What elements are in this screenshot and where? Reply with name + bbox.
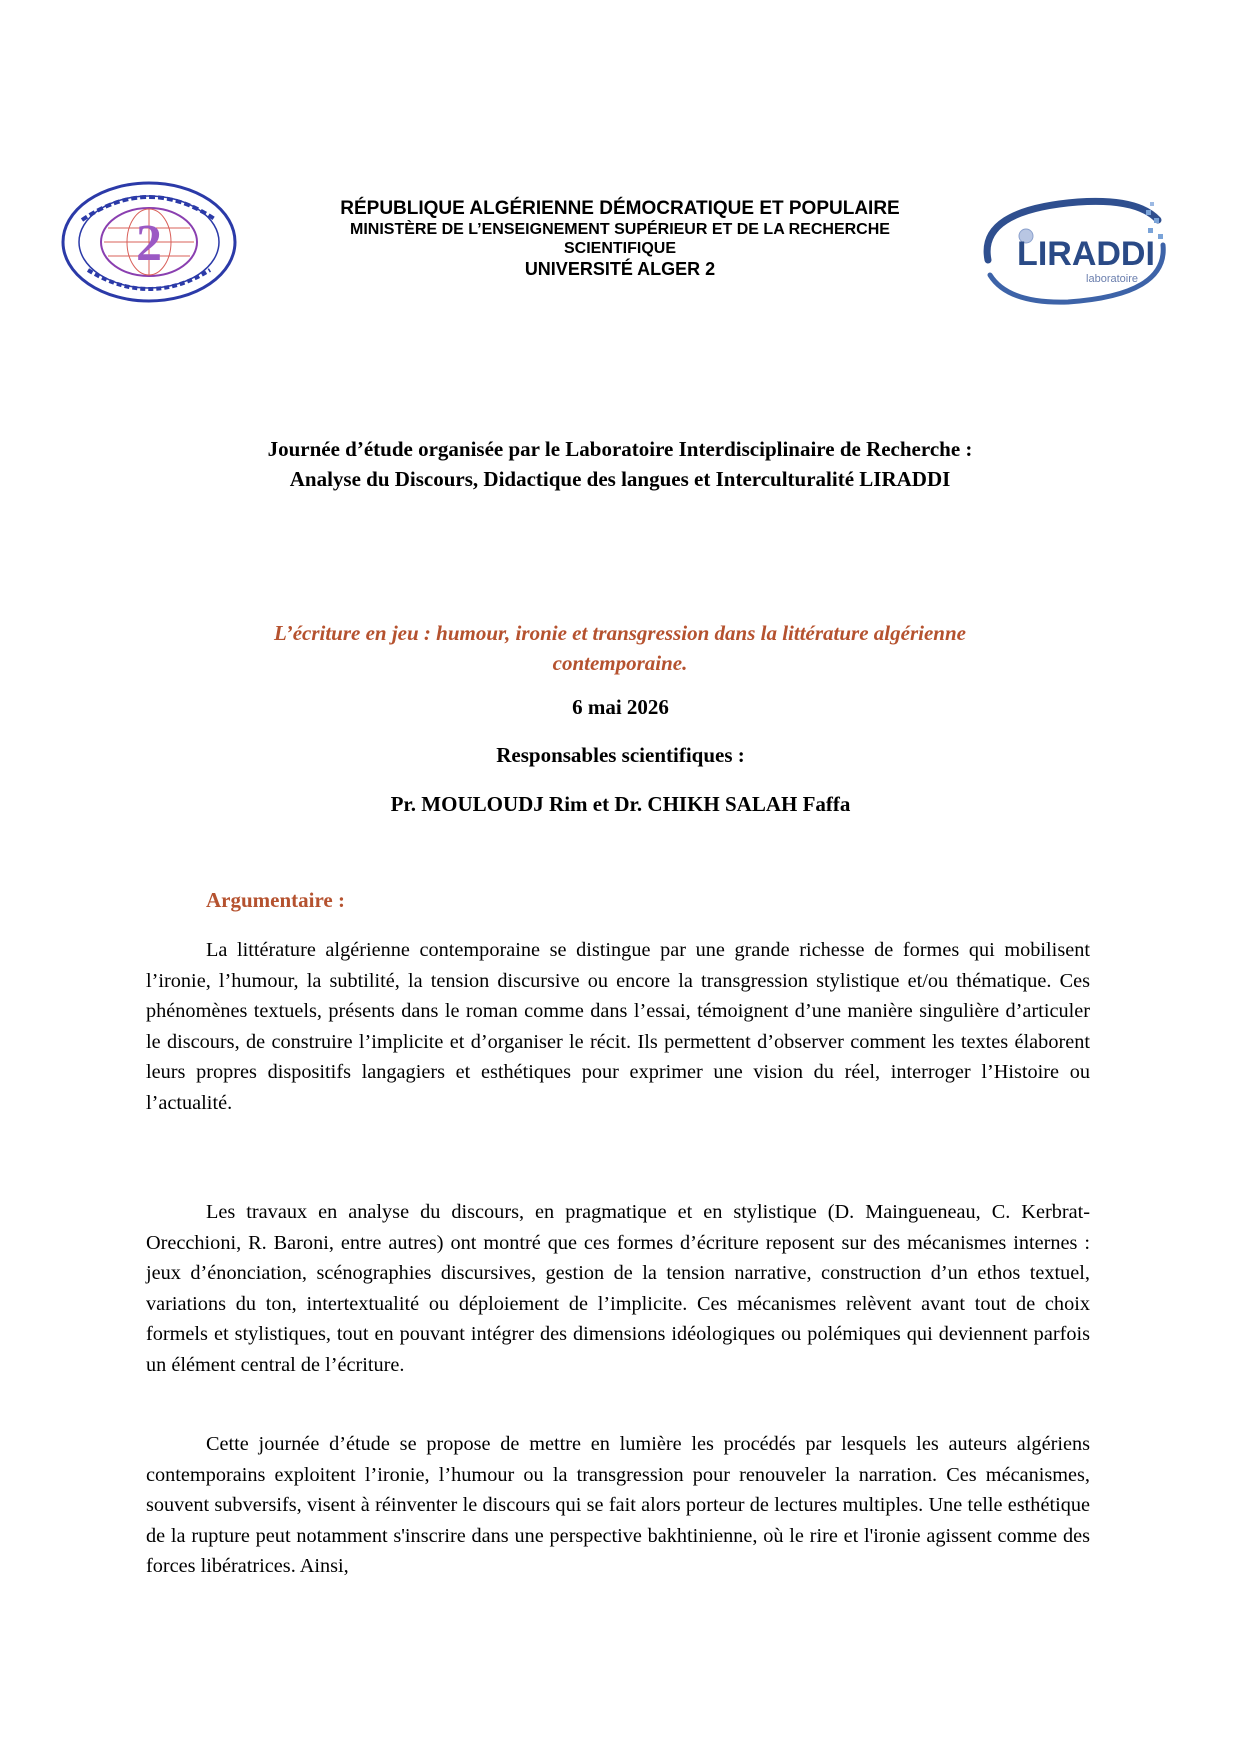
organizer-line-1: Journée d’étude organisée par le Laboratoire Interdisciplinaire de Recherche : [267, 437, 973, 461]
university-line: UNIVERSITÉ ALGER 2 [524, 259, 716, 279]
responsables-label: Responsables scientifiques : [496, 743, 745, 767]
event-title-line-1: L’écriture en jeu : humour, ironie et transgression dans la littérature algérienne [274, 621, 966, 645]
republic-line: RÉPUBLIQUE ALGÉRIENNE DÉMOCRATIQUE ET POPULAIRE [340, 198, 900, 219]
liraddi-logo [968, 190, 1173, 310]
algiers-2-university-logo [60, 180, 238, 305]
seal-numeral: 2 [136, 215, 162, 272]
university-seal-icon [60, 180, 238, 305]
liraddi-wordmark: LIRADDI [1017, 235, 1155, 273]
paragraph-text: Les travaux en analyse du discours, en pragmatique et en stylistique (D. Maingueneau, C. Kerbrat-Orecchioni, R. Baroni, entre autres) ont montré que ces formes d’écriture reposent sur des mécanismes internes : jeux d’énonciation, scénographies discursives, gestion de la tension narrative, construction d’un ethos textuel, variations du ton, intertextualité ou déploiement de l’implicite. Ces mécanismes relèvent avant tout de choix formels et stylistiques, tout en pouvant intégrer des dimensions idéologiques ou polémiques qui deviennent parfois un élément central de l’écriture. [146, 1201, 1090, 1376]
paragraph-text: Cette journée d’étude se propose de mettre en lumière les procédés par lesquels les auteurs algériens contemporains exploitent l’ironie, l’humour ou la transgression pour renouveler la narration. Ces mécanismes, souvent subversifs, visent à réinventer le discours qui se fait alors porteur de lectures multiples. Une telle esthétique de la rupture peut notamment s'inscrire dans une perspective bakhtinienne, où le rire et l'ironie agissent comme des forces libératrices. Ainsi, [146, 1433, 1090, 1577]
event-title [180, 618, 1060, 678]
ministry-line-continued: SCIENTIFIQUE [563, 240, 676, 257]
event-title-line-2: contemporaine. [552, 651, 688, 675]
argumentaire-paragraph-1 [146, 935, 1090, 1118]
government-header [260, 198, 980, 280]
organizer-line-2: Analyse du Discours, Didactique des langues et Interculturalité LIRADDI [289, 467, 951, 491]
argumentaire-paragraph-3 [146, 1429, 1090, 1582]
argumentaire-paragraph-2 [146, 1197, 1090, 1380]
argumentaire-heading: Argumentaire : [206, 888, 345, 912]
liraddi-emblem-icon [968, 190, 1173, 310]
responsables-names: Pr. MOULOUDJ Rim et Dr. CHIKH SALAH Faffa [390, 792, 851, 816]
liraddi-subtitle: laboratoire [1086, 273, 1138, 285]
ministry-line: MINISTÈRE DE L’ENSEIGNEMENT SUPÉRIEUR ET DE LA RECHERCHE [350, 221, 890, 238]
organizer-block [150, 434, 1090, 494]
paragraph-text: La littérature algérienne contemporaine se distingue par une grande richesse de formes qui mobilisent l’ironie, l’humour, la subtilité, la tension discursive ou encore la transgression stylistique et/ou thématique. Ces phénomènes textuels, présents dans le roman comme dans l’essai, témoignent d’une manière singulière d’articuler le discours, de construire l’implicite et d’organiser le récit. Ils permettent d’observer comment les textes élaborent leurs propres dispositifs langagiers et esthétiques pour exprimer une vision du réel, interroger l’Histoire ou l’actualité. [146, 939, 1090, 1114]
event-date: 6 mai 2026 [572, 695, 669, 719]
